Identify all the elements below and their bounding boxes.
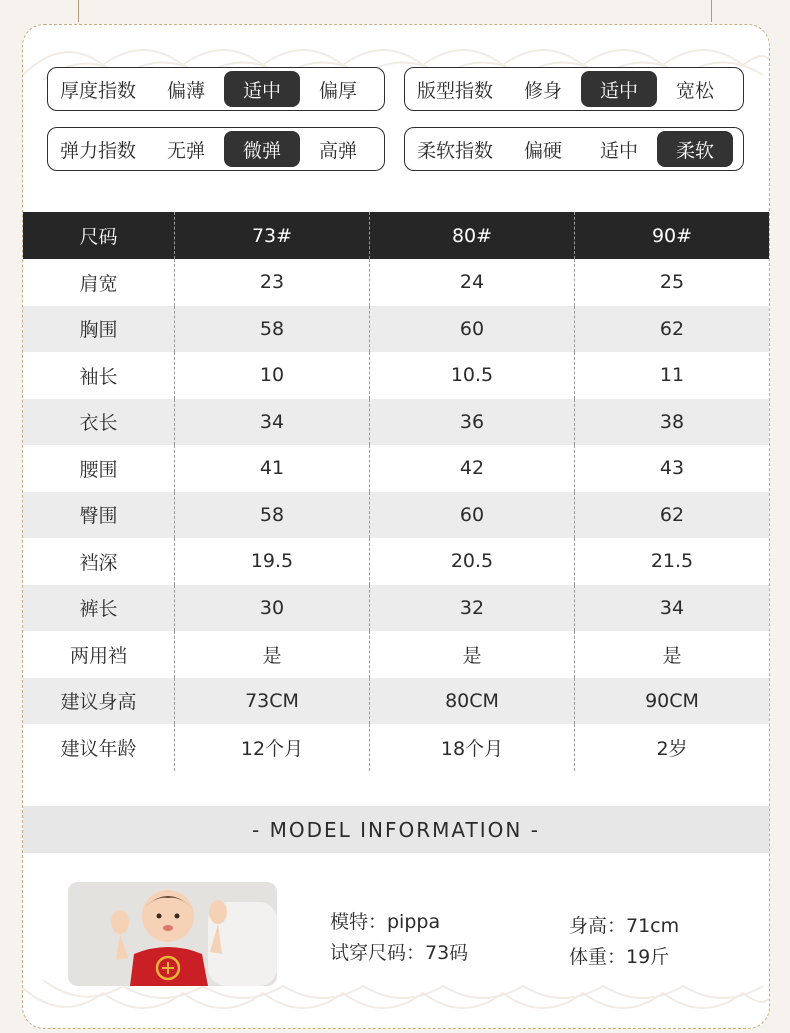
softness-option-hard: 偏硬 <box>523 139 562 162</box>
elasticity-option-slight: 微弹 <box>224 131 300 167</box>
row-label: 肩宽 <box>79 272 118 295</box>
table-cell: 58 <box>174 492 369 539</box>
table-header-cell: 73# <box>174 212 369 259</box>
table-cell: 是 <box>369 631 574 678</box>
thickness-option-medium: 适中 <box>224 71 300 107</box>
row-label: 建议身高 <box>60 691 137 714</box>
table-cell: 2岁 <box>574 724 769 771</box>
table-cell: 38 <box>574 399 769 446</box>
size-table <box>23 212 769 771</box>
model-height: 身高：71cm <box>569 915 680 937</box>
table-cell: 18个月 <box>369 724 574 771</box>
table-cell: 24 <box>369 259 574 306</box>
table-cell: 23 <box>174 259 369 306</box>
table-cell: 36 <box>369 399 574 446</box>
table-cell: 是 <box>574 631 769 678</box>
table-row <box>23 306 769 353</box>
table-cell: 32 <box>369 585 574 632</box>
row-label: 袖长 <box>79 365 118 388</box>
thickness-option-thick: 偏厚 <box>318 79 357 102</box>
table-cell: 62 <box>574 492 769 539</box>
row-label: 胸围 <box>79 319 118 342</box>
table-cell: 34 <box>174 399 369 446</box>
table-cell: 60 <box>369 306 574 353</box>
table-header-cell: 80# <box>369 212 574 259</box>
table-cell: 80CM <box>369 678 574 725</box>
table-row <box>23 445 769 492</box>
table-row <box>23 492 769 539</box>
softness-index <box>404 127 744 171</box>
elasticity-option-none: 无弹 <box>166 139 205 162</box>
thickness-index <box>47 67 385 111</box>
model-name: 模特：pippa <box>330 911 441 933</box>
table-row <box>23 678 769 725</box>
table-cell: 73CM <box>174 678 369 725</box>
elasticity-index-label: 弹力指数 <box>59 139 136 162</box>
row-label: 两用裆 <box>69 644 127 667</box>
table-row <box>23 631 769 678</box>
table-cell: 90CM <box>574 678 769 725</box>
row-label: 裤长 <box>79 598 118 621</box>
table-cell: 是 <box>174 631 369 678</box>
table-header-cell: 尺码 <box>79 226 118 248</box>
hanging-line-right <box>711 0 712 22</box>
table-row <box>23 585 769 632</box>
table-row <box>23 724 769 771</box>
table-cell: 21.5 <box>574 538 769 585</box>
table-cell: 34 <box>574 585 769 632</box>
thickness-option-thin: 偏薄 <box>166 79 205 102</box>
thickness-index-label: 厚度指数 <box>59 79 136 102</box>
table-row <box>23 259 769 306</box>
table-header-row <box>23 212 769 259</box>
model-trial-size: 试穿尺码：73码 <box>330 942 469 964</box>
table-row <box>23 352 769 399</box>
fit-option-regular: 适中 <box>581 71 657 107</box>
table-cell: 30 <box>174 585 369 632</box>
table-cell: 11 <box>574 352 769 399</box>
softness-option-medium: 适中 <box>599 139 638 162</box>
row-label: 衣长 <box>79 412 118 435</box>
model-weight: 体重：19斤 <box>569 946 670 968</box>
table-cell: 58 <box>174 306 369 353</box>
table-cell: 25 <box>574 259 769 306</box>
softness-option-soft: 柔软 <box>657 131 733 167</box>
row-label: 建议年龄 <box>60 737 137 760</box>
fit-index <box>404 67 744 111</box>
row-label: 臀围 <box>79 505 118 528</box>
table-cell: 20.5 <box>369 538 574 585</box>
baby-model-image <box>68 882 277 986</box>
table-header-cell: 90# <box>574 212 769 259</box>
table-cell: 10 <box>174 352 369 399</box>
fit-index-label: 版型指数 <box>416 79 493 102</box>
size-chart-card <box>22 24 770 1029</box>
table-cell: 62 <box>574 306 769 353</box>
elasticity-index <box>47 127 385 171</box>
model-information-title: - MODEL INFORMATION - <box>23 806 769 853</box>
table-row <box>23 538 769 585</box>
hanging-line-left <box>78 0 79 22</box>
table-cell: 43 <box>574 445 769 492</box>
table-cell: 10.5 <box>369 352 574 399</box>
model-photo <box>68 882 277 986</box>
table-cell: 41 <box>174 445 369 492</box>
softness-index-label: 柔软指数 <box>416 139 493 162</box>
table-cell: 42 <box>369 445 574 492</box>
table-cell: 19.5 <box>174 538 369 585</box>
table-cell: 12个月 <box>174 724 369 771</box>
row-label: 裆深 <box>79 551 118 574</box>
table-row <box>23 399 769 446</box>
fit-option-slim: 修身 <box>523 79 562 102</box>
elasticity-option-high: 高弹 <box>318 139 357 162</box>
row-label: 腰围 <box>79 458 118 481</box>
fit-option-loose: 宽松 <box>675 79 714 102</box>
table-cell: 60 <box>369 492 574 539</box>
